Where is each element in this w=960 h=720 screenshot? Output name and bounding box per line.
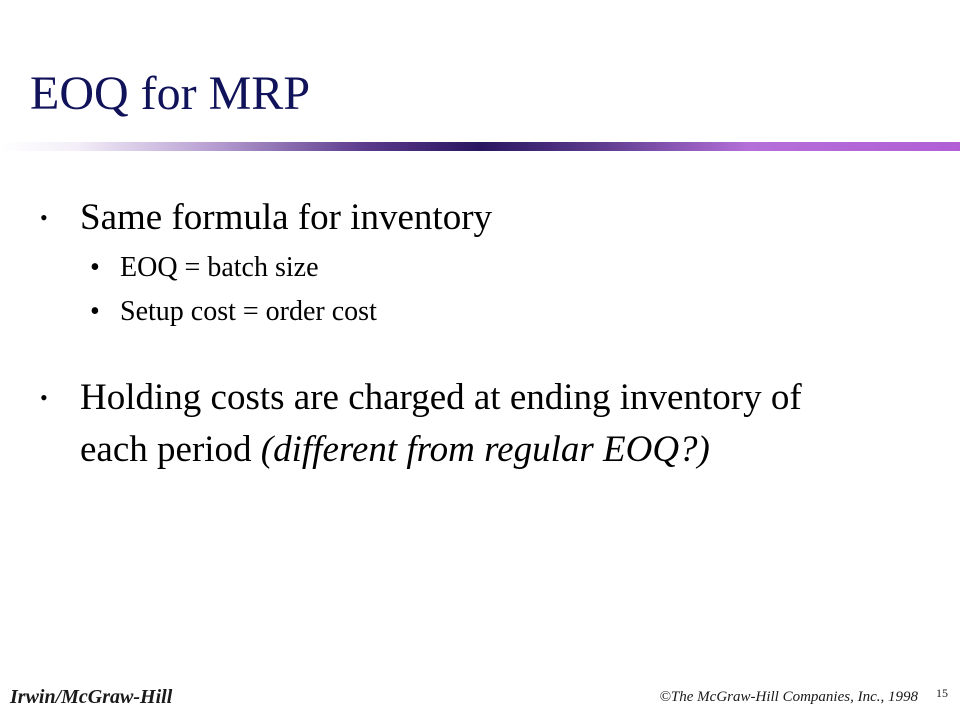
bullet-item xyxy=(40,374,802,422)
bullet-continuation xyxy=(80,426,710,474)
bullet-item xyxy=(40,194,493,242)
footer-copyright: ©The McGraw-Hill Companies, Inc., 1998 xyxy=(659,689,918,705)
footer-publisher: Irwin/McGraw-Hill xyxy=(10,686,173,708)
bullet-text-line1: Holding costs are charged at ending inventory of xyxy=(80,377,802,418)
sub-bullet-item xyxy=(90,250,319,286)
bullet-icon: • xyxy=(40,385,48,410)
bullet-text: Same formula for inventory xyxy=(80,197,493,238)
sub-bullet-text: Setup cost = order cost xyxy=(120,296,377,327)
bullet-icon: • xyxy=(40,205,48,230)
slide-title: EOQ for MRP xyxy=(30,67,311,120)
bullet-icon: • xyxy=(90,252,100,283)
sub-bullet-text: EOQ = batch size xyxy=(120,252,319,283)
bullet-text-italic: (different from regular EOQ?) xyxy=(260,429,710,470)
sub-bullet-item xyxy=(90,294,377,330)
page-number: 15 xyxy=(936,686,948,700)
bullet-text-line2: each period xyxy=(80,429,261,470)
bullet-icon: • xyxy=(90,296,100,327)
title-divider xyxy=(0,142,960,151)
